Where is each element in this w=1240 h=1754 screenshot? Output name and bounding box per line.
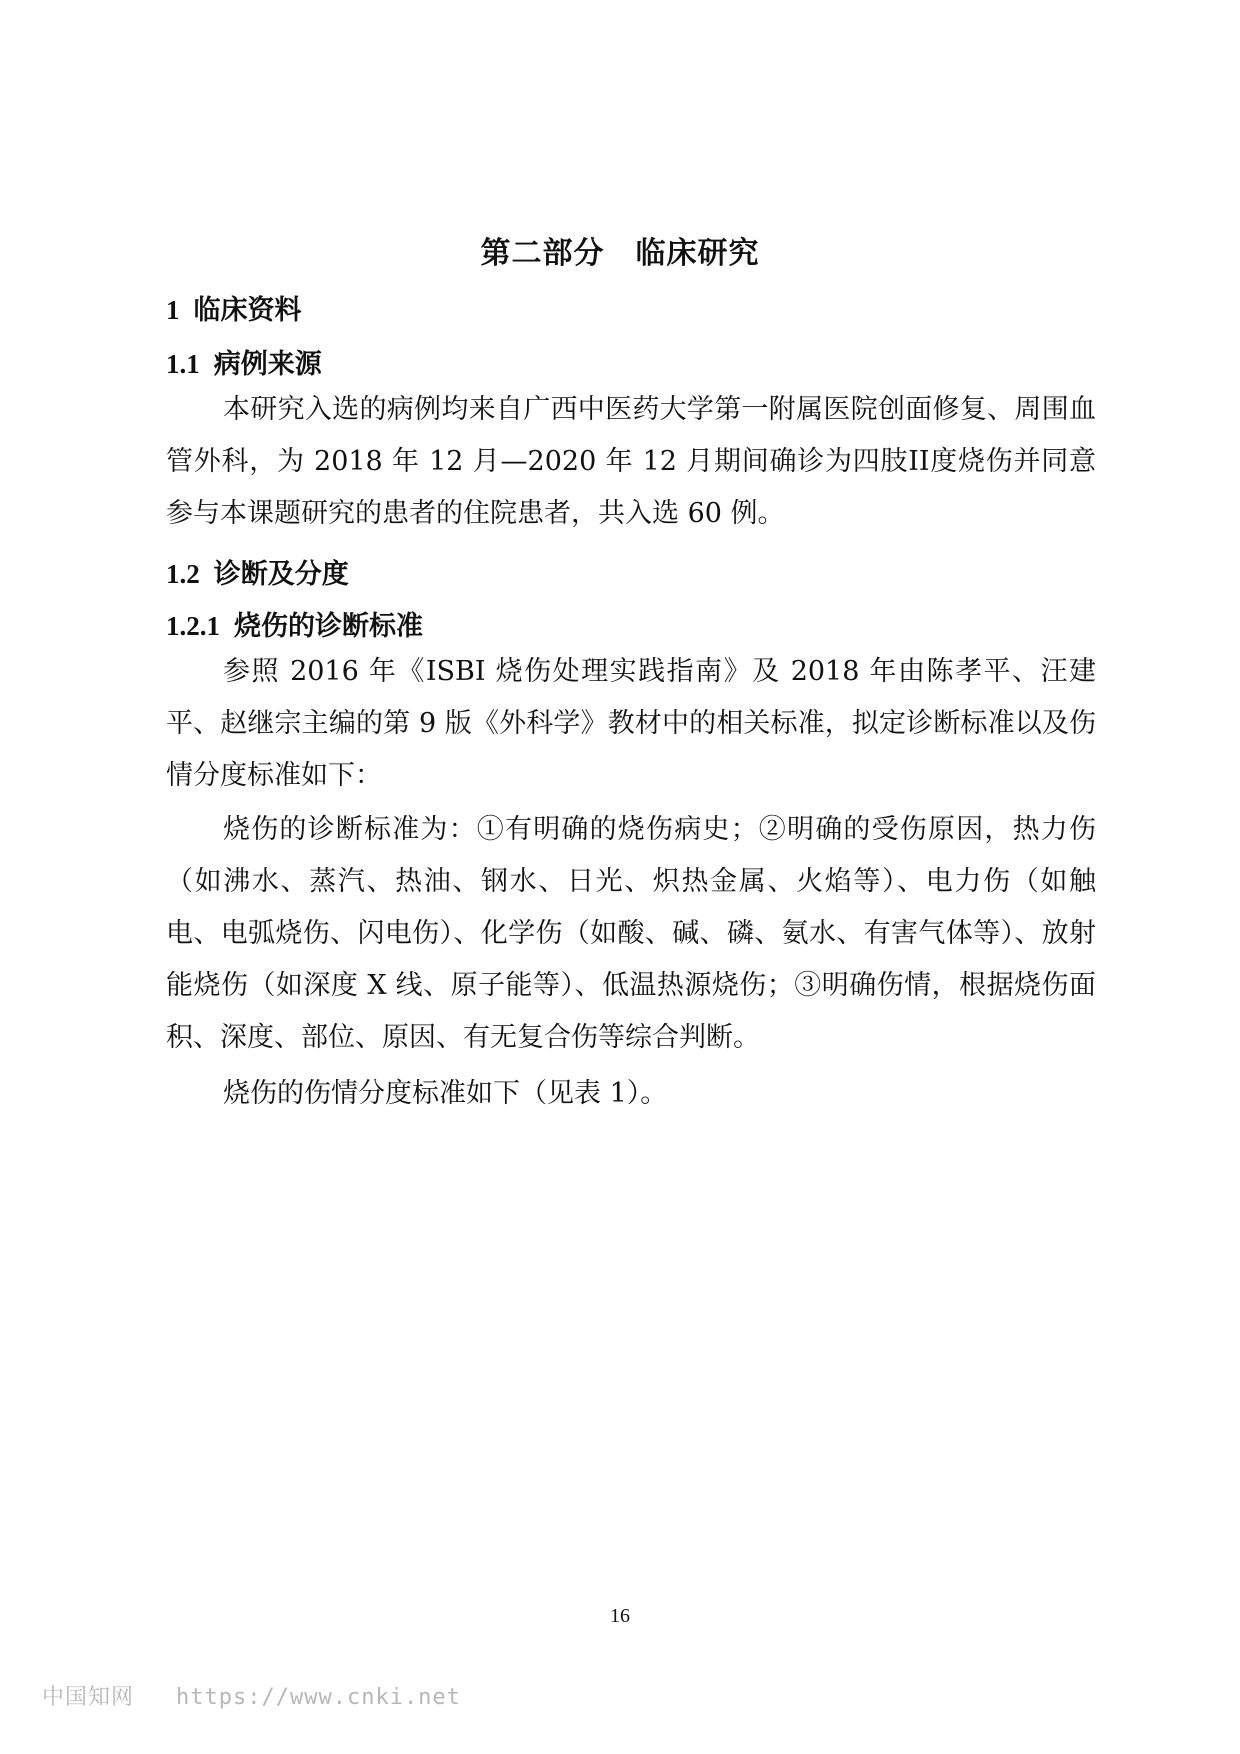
section-heading-1-1 <box>166 342 322 381</box>
section-heading-1-2 <box>166 552 349 591</box>
section-title: 诊断及分度 <box>213 559 349 590</box>
section-title: 临床资料 <box>193 295 302 326</box>
section-number: 1.1 <box>166 349 200 379</box>
chapter-title: 第二部分 临床研究 <box>480 236 760 271</box>
page-number: 16 <box>610 1605 630 1627</box>
section-title: 烧伤的诊断标准 <box>234 611 423 642</box>
paragraph-severity-grading: 烧伤的伤情分度标准如下（见表 1）。 <box>223 1078 668 1109</box>
paragraph-case-source: 本研究入选的病例均来自广西中医药大学第一附属医院创面修复、周围血管外科，为 2018 年 12 月—2020 年 12 月期间确诊为四肢II度烧伤并同意参与本课题研究的患者的住院患者，共入选 60 例。 <box>166 394 1096 529</box>
watermark-url: https://www.cnki.net <box>176 1685 461 1710</box>
paragraph-diagnostic-criteria: 烧伤的诊断标准为：①有明确的烧伤病史；②明确的受伤原因，热力伤（如沸水、蒸汽、热油、钢水、日光、炽热金属、火焰等）、电力伤（如触电、电弧烧伤、闪电伤）、化学伤（如酸、碱、磷、氨水、有害气体等）、放射能烧伤（如深度 X 线、原子能等）、低温热源烧伤；③明确伤情，根据烧伤面积、深度、部位、原因、有无复合伤等综合判断。 <box>166 814 1096 1053</box>
section-title: 病例来源 <box>213 349 322 380</box>
section-heading-1 <box>166 288 302 327</box>
section-number: 1.2.1 <box>166 611 220 641</box>
watermark-brand: 中国知网 <box>42 1685 135 1710</box>
paragraph-reference-standards: 参照 2016 年《ISBI 烧伤处理实践指南》及 2018 年由陈孝平、汪建平、赵继宗主编的第 9 版《外科学》教材中的相关标准，拟定诊断标准以及伤情分度标准如下： <box>166 656 1096 791</box>
section-number: 1 <box>166 295 180 325</box>
cnki-watermark <box>42 1680 461 1711</box>
section-heading-1-2-1 <box>166 604 423 643</box>
section-number: 1.2 <box>166 559 200 589</box>
